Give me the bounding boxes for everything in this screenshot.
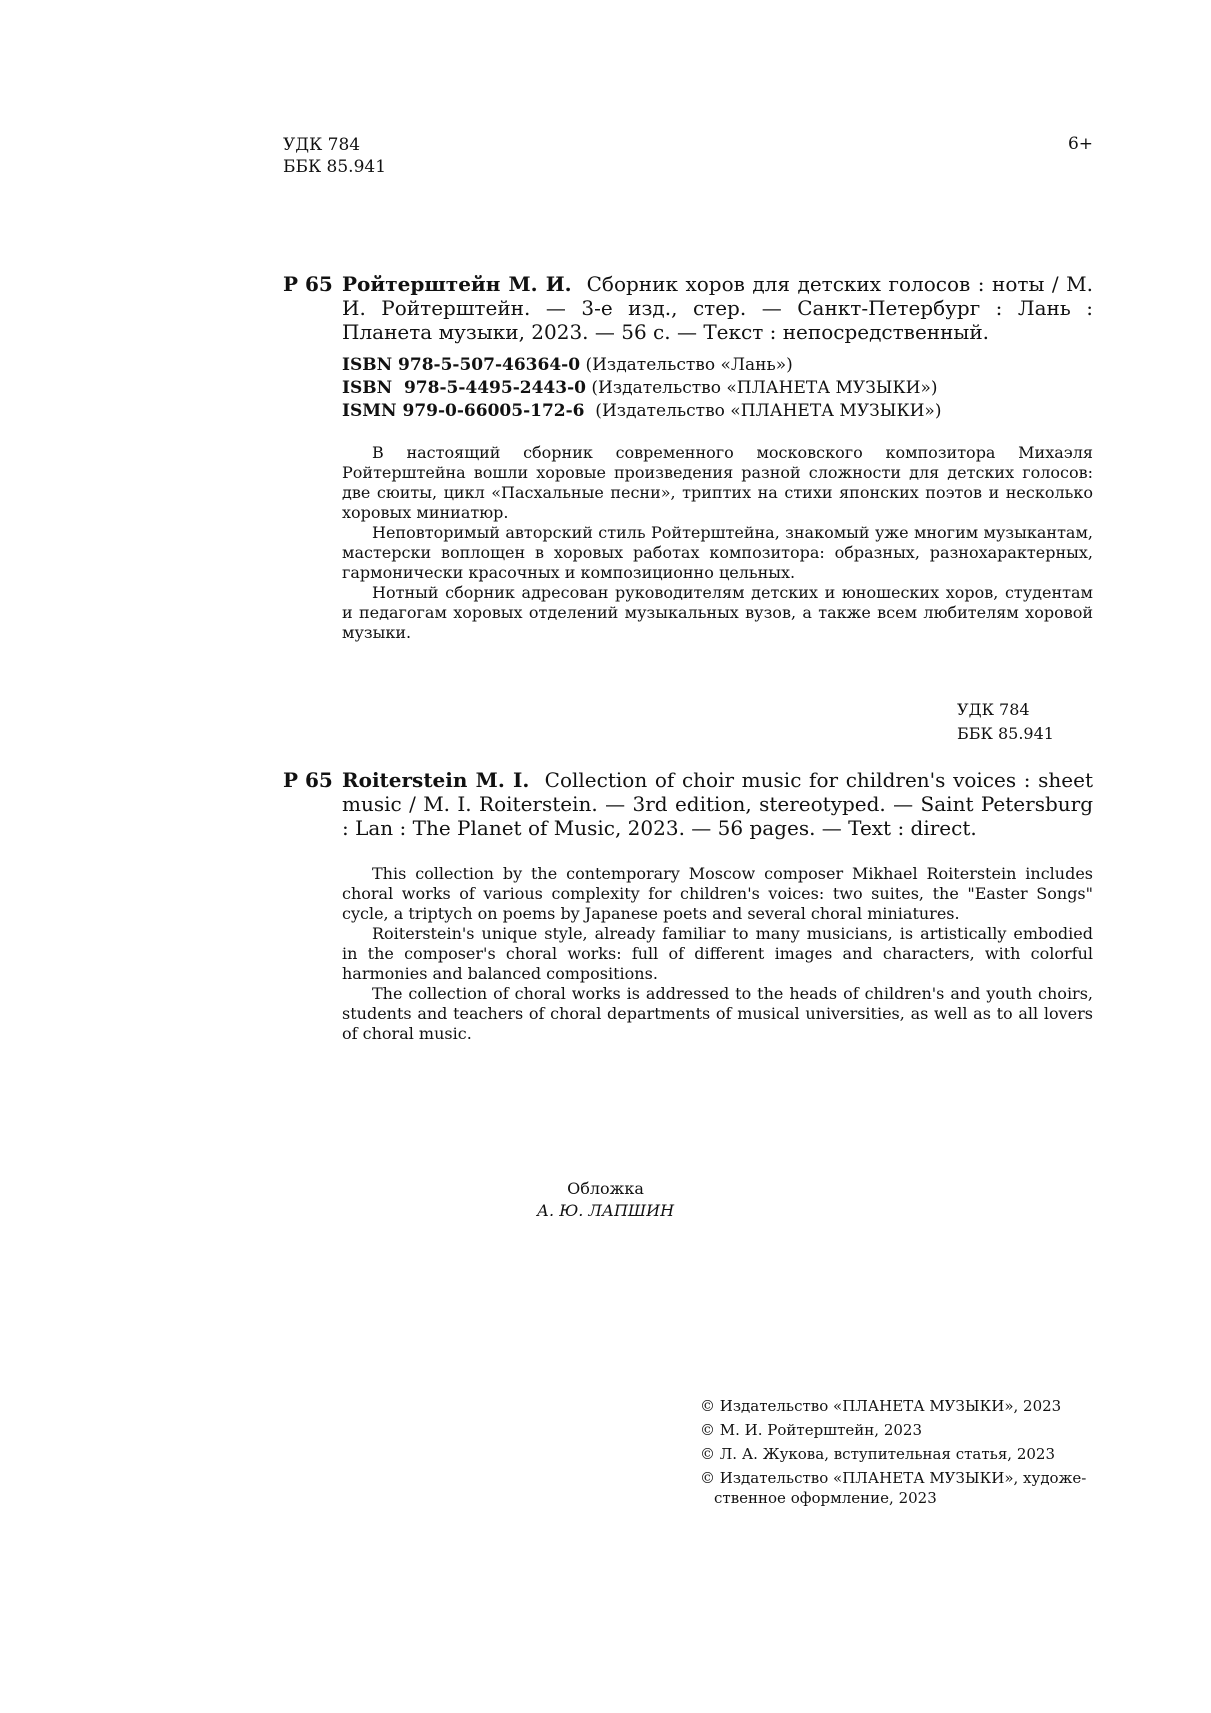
copyright-line: © М. И. Ройтерштейн, 2023 (700, 1421, 923, 1439)
copyright-line: © Л. А. Жукова, вступительная статья, 2023 (700, 1445, 1056, 1463)
en-entry-body (342, 768, 1093, 840)
abstract-paragraph: The collection of choral works is addressed to the heads of children's and youth choirs, students and teachers of choral departments of musical universities, as well as to all lovers of choral music. (342, 984, 1093, 1043)
classification-codes-right (957, 698, 1054, 746)
author-sign: Р 65 (283, 768, 333, 792)
identifier-number: ISMN 979-0-66005-172-6 (342, 401, 585, 421)
en-abstract (342, 864, 1093, 1044)
age-rating: 6+ (1067, 134, 1093, 154)
bbk-code: ББК 85.941 (957, 724, 1054, 743)
en-description: Collection of choir music for children's voices : sheet music / M. I. Roiterstein. — 3rd edition, stereotyped. — Saint Petersburg : Lan : The Planet of Music, 2023. — 56 pages. — Text : direct. (342, 768, 1094, 840)
abstract-paragraph: This collection by the contemporary Moscow composer Mikhael Roiterstein includes choral works of various complexity for children's voices: two suites, the "Easter Songs" cycle, a triptych on poems by Japanese poets and several choral miniatures. (342, 864, 1093, 923)
author-sign: Р 65 (283, 272, 333, 296)
identifier-publisher: (Издательство «ПЛАНЕТА МУЗЫКИ») (589, 401, 942, 421)
copyright-line: © Издательство «ПЛАНЕТА МУЗЫКИ», художе- (700, 1469, 1087, 1487)
identifier-row (342, 400, 941, 423)
udk-code: УДК 784 (957, 700, 1030, 719)
copyright-line-continuation: ственное оформление, 2023 (714, 1489, 937, 1507)
en-bibliographic-entry (283, 768, 1093, 840)
ru-bibliographic-entry (283, 272, 1093, 344)
abstract-paragraph: В настоящий сборник современного московского композитора Михаэля Ройтерштейна вошли хоровые произведения разной сложности для детских голосов: две сюиты, цикл «Пасхальные песни», триптих на стихи японских поэтов и несколько хоровых миниатюр. (342, 443, 1093, 522)
identifier-row (342, 354, 941, 377)
ru-abstract (342, 443, 1093, 643)
abstract-paragraph: Неповторимый авторский стиль Ройтерштейна, знакомый уже многим музыкантам, мастерски воплощен в хоровых работах композитора: образных, разнохарактерных, гармонически красочных и композиционно цельных. (342, 523, 1093, 582)
cover-credit (0, 1178, 1211, 1222)
copyright-block (700, 1396, 1100, 1512)
ru-description: Сборник хоров для детских голосов : ноты / М. И. Ройтерштейн. — 3-е изд., стер. — Санкт-Петербург : Лань : Планета музыки, 2023. — 56 с. — Текст : непосредственный. (342, 272, 1093, 344)
identifier-list (342, 354, 941, 423)
udk-code: УДК 784 (283, 135, 361, 155)
cover-artist: А. Ю. ЛАПШИН (536, 1201, 675, 1220)
identifier-number: ISBN 978-5-4495-2443-0 (342, 378, 586, 398)
ru-entry-body (342, 272, 1093, 344)
cover-label: Обложка (567, 1179, 644, 1198)
copyright-line: © Издательство «ПЛАНЕТА МУЗЫКИ», 2023 (700, 1397, 1062, 1415)
bbk-code: ББК 85.941 (283, 157, 387, 177)
en-author: Roiterstein M. I. (342, 768, 530, 792)
classification-codes-top (283, 134, 386, 178)
abstract-paragraph: Roiterstein's unique style, already familiar to many musicians, is artistically embodied in the composer's choral works: full of different images and characters, with colorful harmonies and balanced compositions. (342, 924, 1093, 983)
identifier-row (342, 377, 941, 400)
identifier-publisher: (Издательство «ПЛАНЕТА МУЗЫКИ») (591, 378, 938, 398)
ru-author: Ройтерштейн М. И. (342, 272, 572, 296)
identifier-number: ISBN 978-5-507-46364-0 (342, 355, 581, 375)
identifier-publisher: (Издательство «Лань») (585, 355, 793, 375)
abstract-paragraph: Нотный сборник адресован руководителям детских и юношеских хоров, студентам и педагогам хоровых отделений музыкальных вузов, а также всем любителям хоровой музыки. (342, 583, 1093, 642)
